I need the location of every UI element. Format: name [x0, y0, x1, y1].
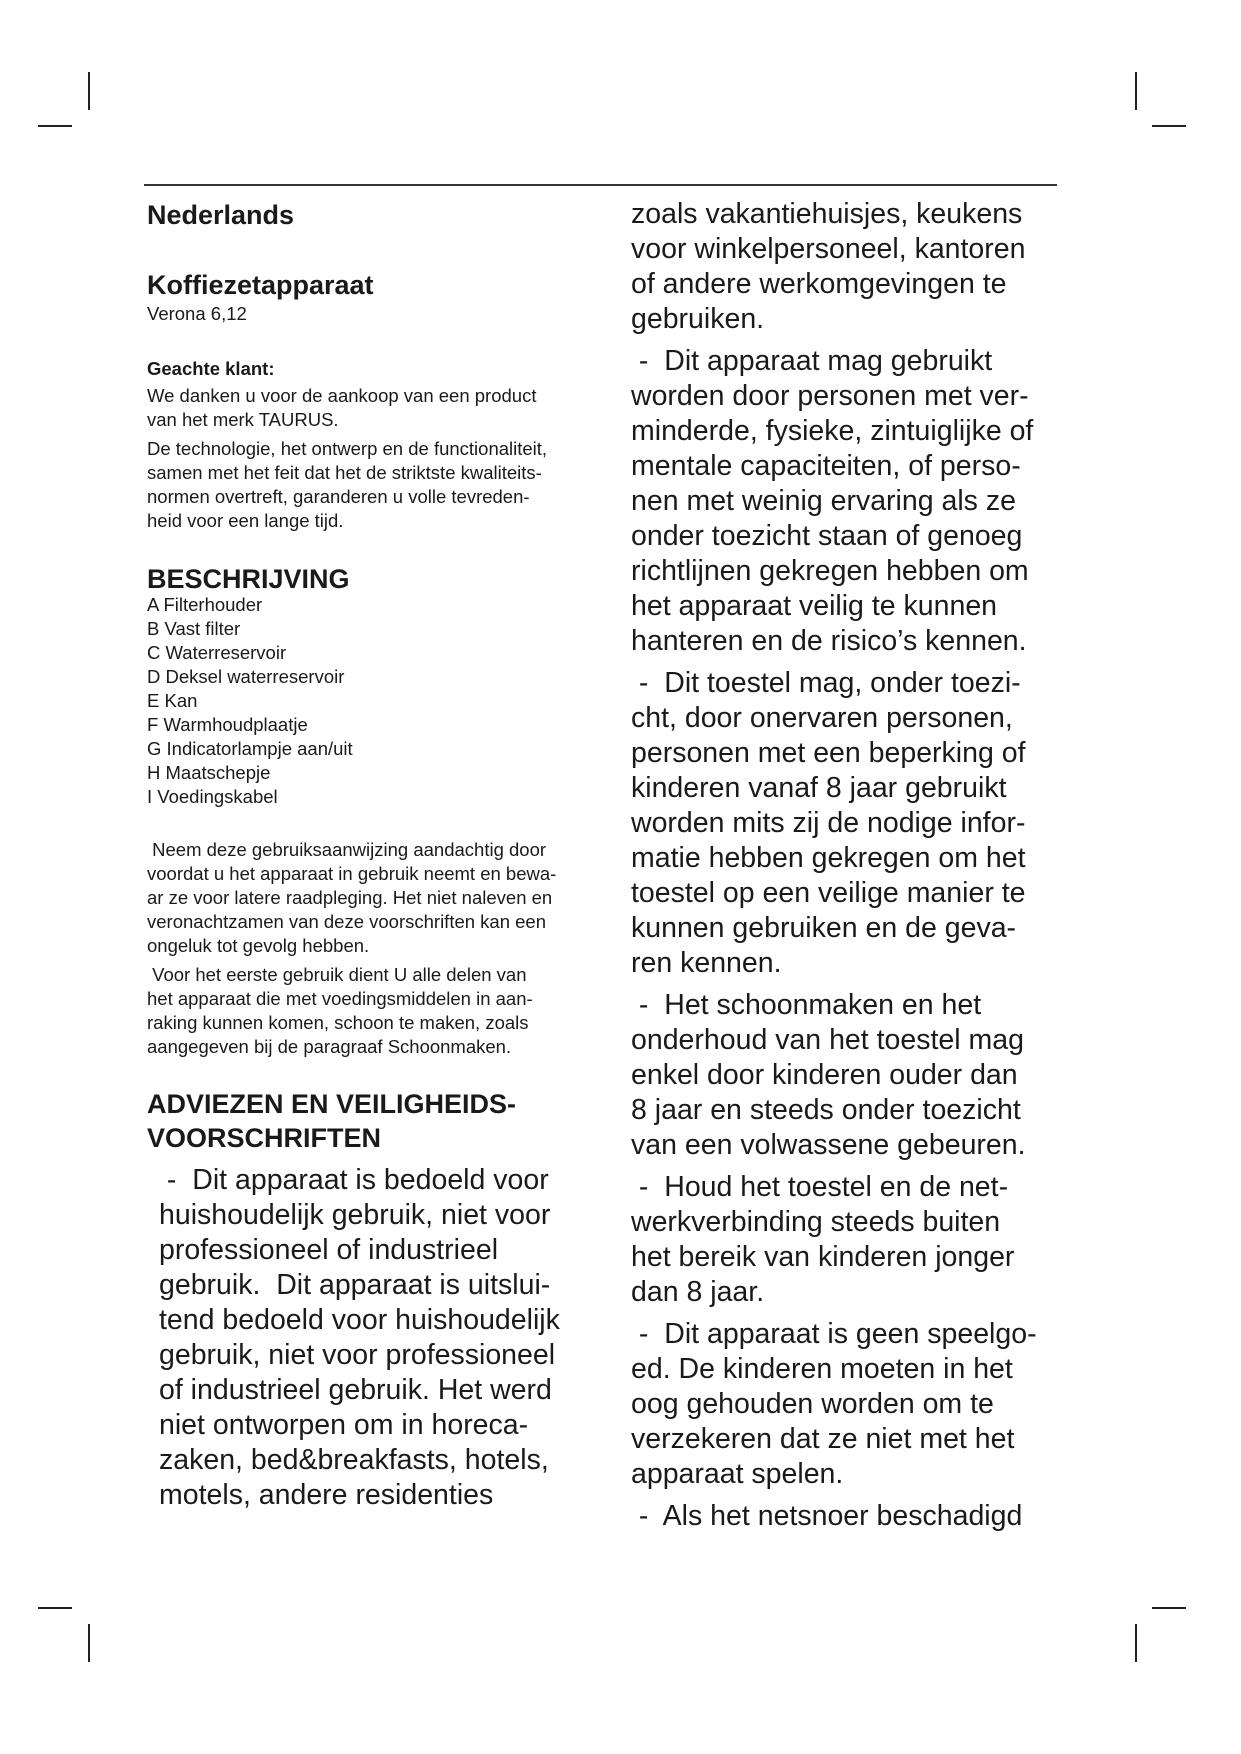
text-line: veronachtzamen van deze voorschriften kan een [147, 911, 547, 932]
text-line: - Dit apparaat is bedoeld voor [159, 1164, 549, 1196]
text-line: motels, andere residenties [159, 1479, 494, 1511]
text-line: - Het schoonmaken en het [631, 989, 982, 1021]
list-item: F Warmhoudplaatje [147, 714, 308, 735]
text-line: van een volwassene gebeuren. [631, 1129, 1026, 1161]
paragraph [631, 1317, 1037, 1492]
text-line: Neem deze gebruiksaanwijzing aandachtig door [147, 839, 547, 860]
crop-mark [38, 125, 72, 127]
text-line: gebruik, niet voor professioneel [159, 1339, 556, 1371]
list-item: D Deksel waterreservoir [147, 666, 345, 687]
heading-line: VOORSCHRIFTEN [147, 1123, 382, 1153]
text-line: aangegeven bij de paragraaf Schoonmaken. [147, 1036, 512, 1057]
list-item: C Waterreservoir [147, 642, 287, 663]
paragraph [147, 838, 556, 958]
paragraph [631, 344, 1037, 659]
text-line: voordat u het apparaat in gebruik neemt en bewa- [147, 863, 557, 884]
text-line: of andere werkomgevingen te [631, 268, 1007, 300]
intro-text [147, 384, 547, 533]
paragraph [631, 988, 1037, 1163]
text-line: zaken, bed&breakfasts, hotels, [159, 1444, 549, 1476]
text-line: hanteren en de risico’s kennen. [631, 625, 1027, 657]
paragraph [147, 384, 547, 432]
text-line: raking kunnen komen, schoon te maken, zoals [147, 1012, 529, 1033]
text-line: personen met een beperking of [631, 737, 1026, 769]
text-line: professioneel of industrieel [159, 1234, 499, 1266]
text-line: We danken u voor de aankoop van een product [147, 385, 537, 406]
text-line: De technologie, het ontwerp en de functionaliteit, [147, 438, 548, 459]
text-line: ed. De kinderen moeten in het [631, 1353, 1013, 1385]
text-line: worden mits zij de nodige infor- [631, 807, 1026, 839]
text-line: huishoudelijk gebruik, niet voor [159, 1199, 551, 1231]
paragraph [631, 1499, 1037, 1534]
paragraph [631, 1170, 1037, 1310]
text-line: werkverbinding steeds buiten [631, 1206, 1001, 1238]
crop-mark [38, 1607, 72, 1609]
text-line: cht, door onervaren personen, [631, 702, 1013, 734]
text-line: onderhoud van het toestel mag [631, 1024, 1024, 1056]
text-line: - Dit apparaat mag gebruikt [631, 345, 993, 377]
text-line: kunnen gebruiken en de geva- [631, 912, 1017, 944]
text-line: - Houd het toestel en de net- [631, 1171, 1009, 1203]
safety-heading [147, 1087, 516, 1155]
text-line: zoals vakantiehuisjes, keukens [631, 198, 1023, 230]
list-item: H Maatschepje [147, 762, 271, 783]
text-line: ar ze voor latere raadpleging. Het niet naleven en [147, 887, 553, 908]
text-line: 8 jaar en steeds onder toezicht [631, 1094, 1021, 1126]
crop-mark [1135, 1624, 1137, 1662]
list-item: G Indicatorlampje aan/uit [147, 738, 353, 759]
crop-mark [1152, 1607, 1186, 1609]
text-line: oog gehouden worden om te [631, 1388, 994, 1420]
safety-text-left [159, 1163, 560, 1513]
paragraph [631, 197, 1037, 337]
text-line: gebruik. Dit apparaat is uitslui- [159, 1269, 551, 1301]
text-line: mentale capaciteiten, of perso- [631, 450, 1021, 482]
text-line: apparaat spelen. [631, 1458, 844, 1490]
list-item: I Voedingskabel [147, 786, 278, 807]
text-line: nen met weinig ervaring als ze [631, 485, 1016, 517]
text-line: ongeluk tot gevolg hebben. [147, 935, 370, 956]
description-list [147, 593, 353, 809]
text-line: voor winkelpersoneel, kantoren [631, 233, 1026, 265]
list-item: E Kan [147, 690, 198, 711]
text-line: toestel op een veilige manier te [631, 877, 1026, 909]
text-line: heid voor een lange tijd. [147, 510, 344, 531]
product-title: Koffiezetapparaat [147, 270, 374, 300]
paragraph [147, 437, 547, 533]
text-line: dan 8 jaar. [631, 1276, 765, 1308]
text-line: gebruiken. [631, 303, 765, 335]
text-line: - Dit apparaat is geen speelgo- [631, 1318, 1037, 1350]
text-line: - Als het netsnoer beschadigd [631, 1500, 1023, 1532]
language-heading: Nederlands [147, 200, 295, 230]
list-item: A Filterhouder [147, 594, 263, 615]
greeting: Geachte klant: [147, 358, 275, 379]
safety-text-right [631, 197, 1037, 1534]
text-line: normen overtreft, garanderen u volle tevreden- [147, 486, 530, 507]
text-line: worden door personen met ver- [631, 380, 1029, 412]
text-line: tend bedoeld voor huishoudelijk [159, 1304, 560, 1336]
paragraph [159, 1163, 560, 1513]
text-line: matie hebben gekregen om het [631, 842, 1026, 874]
text-line: van het merk TAURUS. [147, 409, 339, 430]
text-line: het apparaat die met voedingsmiddelen in aan- [147, 988, 533, 1009]
text-line: minderde, fysieke, zintuiglijke of [631, 415, 1034, 447]
text-line: richtlijnen gekregen hebben om [631, 555, 1029, 587]
heading-line: ADVIEZEN EN VEILIGHEIDS- [147, 1089, 517, 1119]
text-line: ren kennen. [631, 947, 782, 979]
text-line: of industrieel gebruik. Het werd [159, 1374, 552, 1406]
text-line: kinderen vanaf 8 jaar gebruikt [631, 772, 1007, 804]
text-line: verzekeren dat ze niet met het [631, 1423, 1015, 1455]
paragraph [147, 963, 556, 1059]
text-line: - Dit toestel mag, onder toezi- [631, 667, 1021, 699]
text-line: samen met het feit dat het de striktste kwaliteits- [147, 462, 542, 483]
crop-mark [88, 1624, 90, 1662]
crop-mark [88, 72, 90, 110]
text-line: het bereik van kinderen jonger [631, 1241, 1015, 1273]
notice-text [147, 838, 556, 1059]
text-line: niet ontworpen om in horeca- [159, 1409, 529, 1441]
header-rule [144, 184, 1057, 186]
description-heading: BESCHRIJVING [147, 564, 350, 594]
model-name: Verona 6,12 [147, 303, 247, 324]
list-item: B Vast filter [147, 618, 241, 639]
crop-mark [1152, 125, 1186, 127]
text-line: onder toezicht staan of genoeg [631, 520, 1023, 552]
crop-mark [1135, 72, 1137, 110]
paragraph [631, 666, 1037, 981]
text-line: het apparaat veilig te kunnen [631, 590, 998, 622]
text-line: enkel door kinderen ouder dan [631, 1059, 1018, 1091]
text-line: Voor het eerste gebruik dient U alle delen van [147, 964, 527, 985]
